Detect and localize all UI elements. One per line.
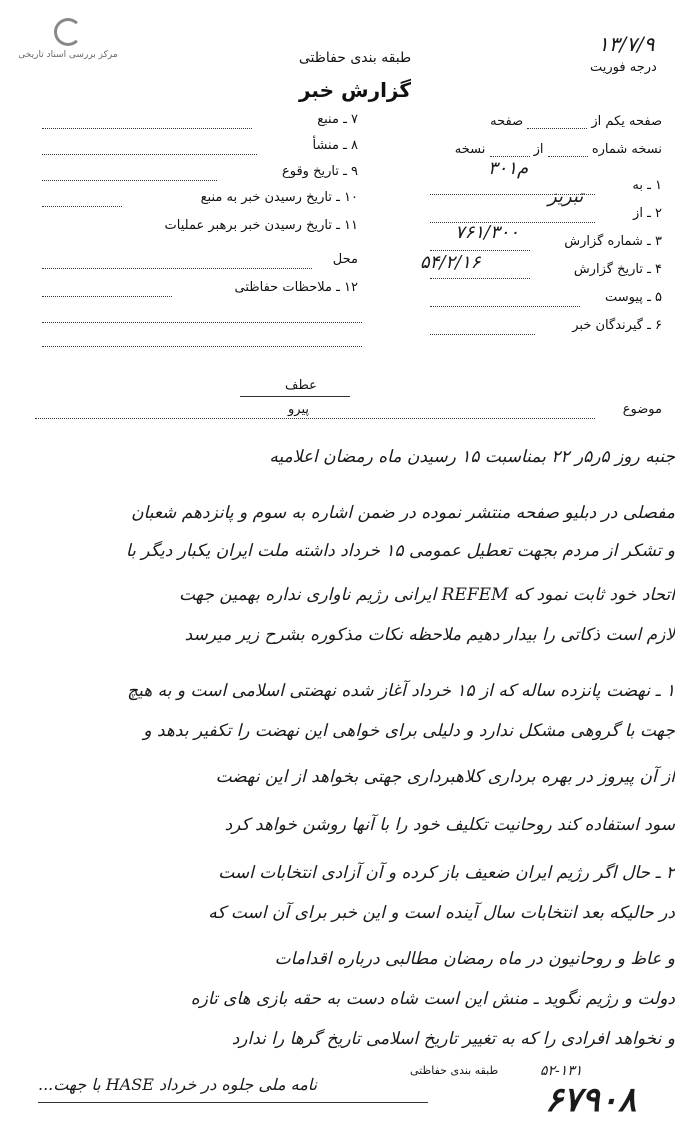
body-line-2: مفصلی در دبلیو صفحه منتشر نموده در ضمن اشاره به سوم و پانزدهم شعبان <box>131 503 675 523</box>
field-location <box>158 252 358 267</box>
field-recipients <box>572 318 662 333</box>
field-from <box>633 206 662 221</box>
body-line-1: جنبه روز ۵ر۵ر ۲۲ بمناسبت ۱۵ رسیدن ماه رمضان اعلامیه <box>269 447 675 467</box>
body-line-14: و نخواهد افرادی را که به تغییر تاریخ اسلامی تاریخ گرها را ندارد <box>231 1029 675 1049</box>
priority-label: درجه فوریت <box>590 60 657 75</box>
classification-label: طبقه بندی حفاظتی <box>298 50 412 66</box>
field-date-to-source <box>78 190 358 205</box>
field-origin <box>158 138 358 153</box>
field-report-date-value: ۵۴/۲/۱۶ <box>420 252 481 273</box>
field-source <box>158 112 358 127</box>
field-date-to-leader <box>40 218 358 233</box>
field-copy <box>455 142 662 157</box>
body-line-6: ۱ ـ نهضت پانزده ساله که از ۱۵ خرداد آغاز شده نهضتی اسلامی است و به هیچ <box>127 681 675 701</box>
field-to-label: ۱ ـ به <box>632 178 662 193</box>
field-report-date-label: ۴ ـ تاریخ گزارش <box>573 262 662 277</box>
body-line-7: جهت با گروهی مشکل ندارد و دلیلی برای خواهی این نهضت را تکفیر بدهد و <box>143 721 675 741</box>
field-origin-label: ۸ ـ منشأ <box>312 138 358 153</box>
field-occurrence-date-label: ۹ ـ تاریخ وقوع <box>281 164 358 179</box>
field-occurrence-date <box>118 164 358 179</box>
field-to <box>632 178 662 193</box>
field-to-value: ۳۰۱م <box>488 158 529 179</box>
field-location-label: محل <box>332 252 358 267</box>
field-page-label: صفحه یکم از <box>591 114 662 129</box>
footer-classification-label: طبقه بندی حفاظتی <box>410 1064 499 1077</box>
field-report-number-value: ۷۶۱/۳۰۰ <box>455 222 520 243</box>
field-copy-suffix: نسخه <box>454 142 486 157</box>
field-page <box>490 114 662 129</box>
body-line-12: و عاظ و روحانیون در ماه رمضان مطالبی درباره اقدامات <box>274 949 675 969</box>
peyro-label: پیرو <box>288 402 309 417</box>
footer-code: ۵۲-۱۳۱ <box>540 1063 583 1079</box>
archive-logo <box>12 18 124 72</box>
logo-emblem-icon <box>54 18 82 46</box>
body-line-11: در حالیکه بعد انتخابات سال آینده است و این خبر برای آن است که <box>208 903 675 923</box>
body-line-3: و تشکر از مردم بجهت تعطیل عمومی ۱۵ خرداد داشته ملت ایران یکبار دیگر با <box>125 541 675 561</box>
field-report-number <box>564 234 662 249</box>
field-from-label: ۲ ـ از <box>633 206 662 221</box>
body-line-8: از آن پیروز در بهره برداری کلاهبرداری جهتی بخواهد از این نهضت <box>215 767 675 787</box>
subject-label: موضوع <box>622 402 662 417</box>
footer-note: نامه ملی جلوه در خرداد HASE با جهت... <box>38 1075 318 1094</box>
body-line-10: ۲ ـ حال اگر رژیم ایران ضعیف باز کرده و آن آزادی انتخابات است <box>218 863 675 883</box>
field-copy-label: نسخه شماره <box>591 142 662 157</box>
body-line-4: اتحاد خود ثابت نمود که REFEM ایرانی رژیم ناواری نداره بهمین جهت <box>178 585 675 605</box>
field-copy-mid: از <box>533 142 544 157</box>
field-attachment <box>605 290 662 305</box>
footer-underline <box>38 1102 428 1103</box>
field-security-notes-label: ۱۲ ـ ملاحظات حفاظتی <box>234 280 358 295</box>
field-security-notes <box>118 280 358 295</box>
body-line-13: دولت و رژیم نگوید ـ منش این است شاه دست به حقه بازی های تازه <box>190 989 675 1009</box>
priority-number: ۱۳/۷/۹ <box>598 32 655 56</box>
field-page-suffix: صفحه <box>490 114 524 129</box>
atf-label: عطف <box>285 378 317 393</box>
form-title: گزارش خبر <box>298 78 412 102</box>
field-report-date <box>574 262 662 277</box>
field-attachment-label: ۵ ـ پیوست <box>605 290 662 305</box>
field-report-number-label: ۳ ـ شماره گزارش <box>564 234 662 249</box>
field-source-label: ۷ ـ منبع <box>317 112 358 127</box>
body-line-9: سود استفاده کند روحانیت تکلیف خود را با آنها روشن خواهد کرد <box>224 815 675 835</box>
field-date-to-source-label: ۱۰ ـ تاریخ رسیدن خبر به منبع <box>200 190 358 205</box>
field-recipients-label: ۶ ـ گیرندگان خبر <box>572 318 662 333</box>
body-line-5: لازم است ذکاتی را بیدار دهیم ملاحظه نکات مذکوره بشرح زیر میرسد <box>184 625 675 645</box>
logo-text: مرکز بررسی اسناد تاریخی <box>18 50 118 60</box>
field-date-to-leader-label: ۱۱ ـ تاریخ رسیدن خبر برهبر عملیات <box>164 218 358 233</box>
footer-document-number: ۶۷۹۰۸ <box>545 1080 637 1120</box>
field-from-value: تبریز <box>548 186 584 207</box>
